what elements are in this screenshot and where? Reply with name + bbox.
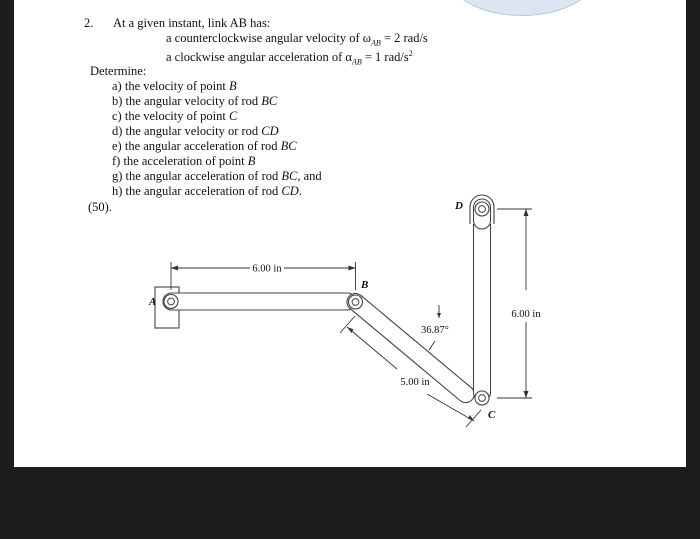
link-bc bbox=[344, 290, 478, 406]
part-text: the acceleration of point bbox=[123, 154, 248, 168]
part-text: the angular acceleration of rod bbox=[125, 184, 282, 198]
part-text: the angular acceleration of rod bbox=[125, 169, 282, 183]
part-letter: f) bbox=[112, 154, 124, 168]
part-text: the angular velocity or rod bbox=[125, 124, 262, 138]
part-text: the velocity of point bbox=[124, 109, 229, 123]
part-variable: CD bbox=[261, 124, 279, 138]
part-text: the angular velocity of rod bbox=[125, 94, 262, 108]
part-tail: . bbox=[298, 184, 302, 198]
part-variable: CD bbox=[281, 184, 299, 198]
problem-number: 2. bbox=[84, 16, 94, 30]
label-d: D bbox=[455, 200, 463, 212]
part-variable: C bbox=[229, 109, 238, 123]
determine-label: Determine: bbox=[90, 64, 147, 78]
part-letter: d) bbox=[112, 124, 126, 138]
part-tail: , and bbox=[297, 169, 322, 183]
part-letter: h) bbox=[112, 184, 126, 198]
part-variable: BC bbox=[280, 139, 297, 153]
points-value: (50). bbox=[88, 200, 112, 214]
pin-d bbox=[475, 202, 489, 216]
condition-1-text: a counterclockwise angular velocity of ω bbox=[166, 31, 372, 45]
label-c: C bbox=[488, 409, 496, 421]
part-text: the angular acceleration of rod bbox=[124, 139, 281, 153]
condition-2-value: = 1 rad/s bbox=[361, 50, 409, 65]
part-letter: b) bbox=[112, 94, 126, 108]
condition-1-subscript: AB bbox=[371, 38, 381, 48]
condition-1-value: = 2 rad/s bbox=[380, 31, 428, 45]
pin-a bbox=[164, 295, 178, 309]
condition-2-exponent: 2 bbox=[408, 49, 413, 58]
part-variable: B bbox=[229, 79, 237, 93]
part-letter: c) bbox=[112, 109, 125, 123]
condition-2-text: a clockwise angular acceleration of α bbox=[166, 50, 352, 65]
dimension-cd-label: 6.00 in bbox=[511, 309, 541, 320]
part-text: the velocity of point bbox=[124, 79, 229, 93]
angle-arrow bbox=[437, 313, 441, 318]
angle-label: 36.87° bbox=[421, 325, 449, 336]
problem-intro: At a given instant, link AB has: bbox=[113, 16, 271, 30]
dimension-bc bbox=[340, 316, 481, 427]
part-variable: B bbox=[247, 154, 256, 168]
dimension-ab-label: 6.00 in bbox=[252, 263, 282, 275]
condition-2-subscript: AB bbox=[351, 57, 362, 67]
dimension-cd bbox=[497, 209, 532, 398]
part-letter: e) bbox=[112, 139, 125, 153]
part-variable: BC bbox=[281, 169, 298, 183]
pin-b bbox=[349, 295, 363, 309]
part-letter: g) bbox=[112, 169, 126, 183]
label-a: A bbox=[149, 296, 157, 308]
linkage-diagram bbox=[14, 0, 686, 467]
pin-c bbox=[475, 391, 489, 405]
dimension-bc-label: 5.00 in bbox=[400, 377, 430, 388]
problem-sheet bbox=[14, 0, 686, 467]
link-ab bbox=[163, 293, 356, 310]
label-b: B bbox=[361, 279, 369, 291]
part-variable: BC bbox=[261, 94, 278, 108]
part-letter: a) bbox=[112, 79, 125, 93]
